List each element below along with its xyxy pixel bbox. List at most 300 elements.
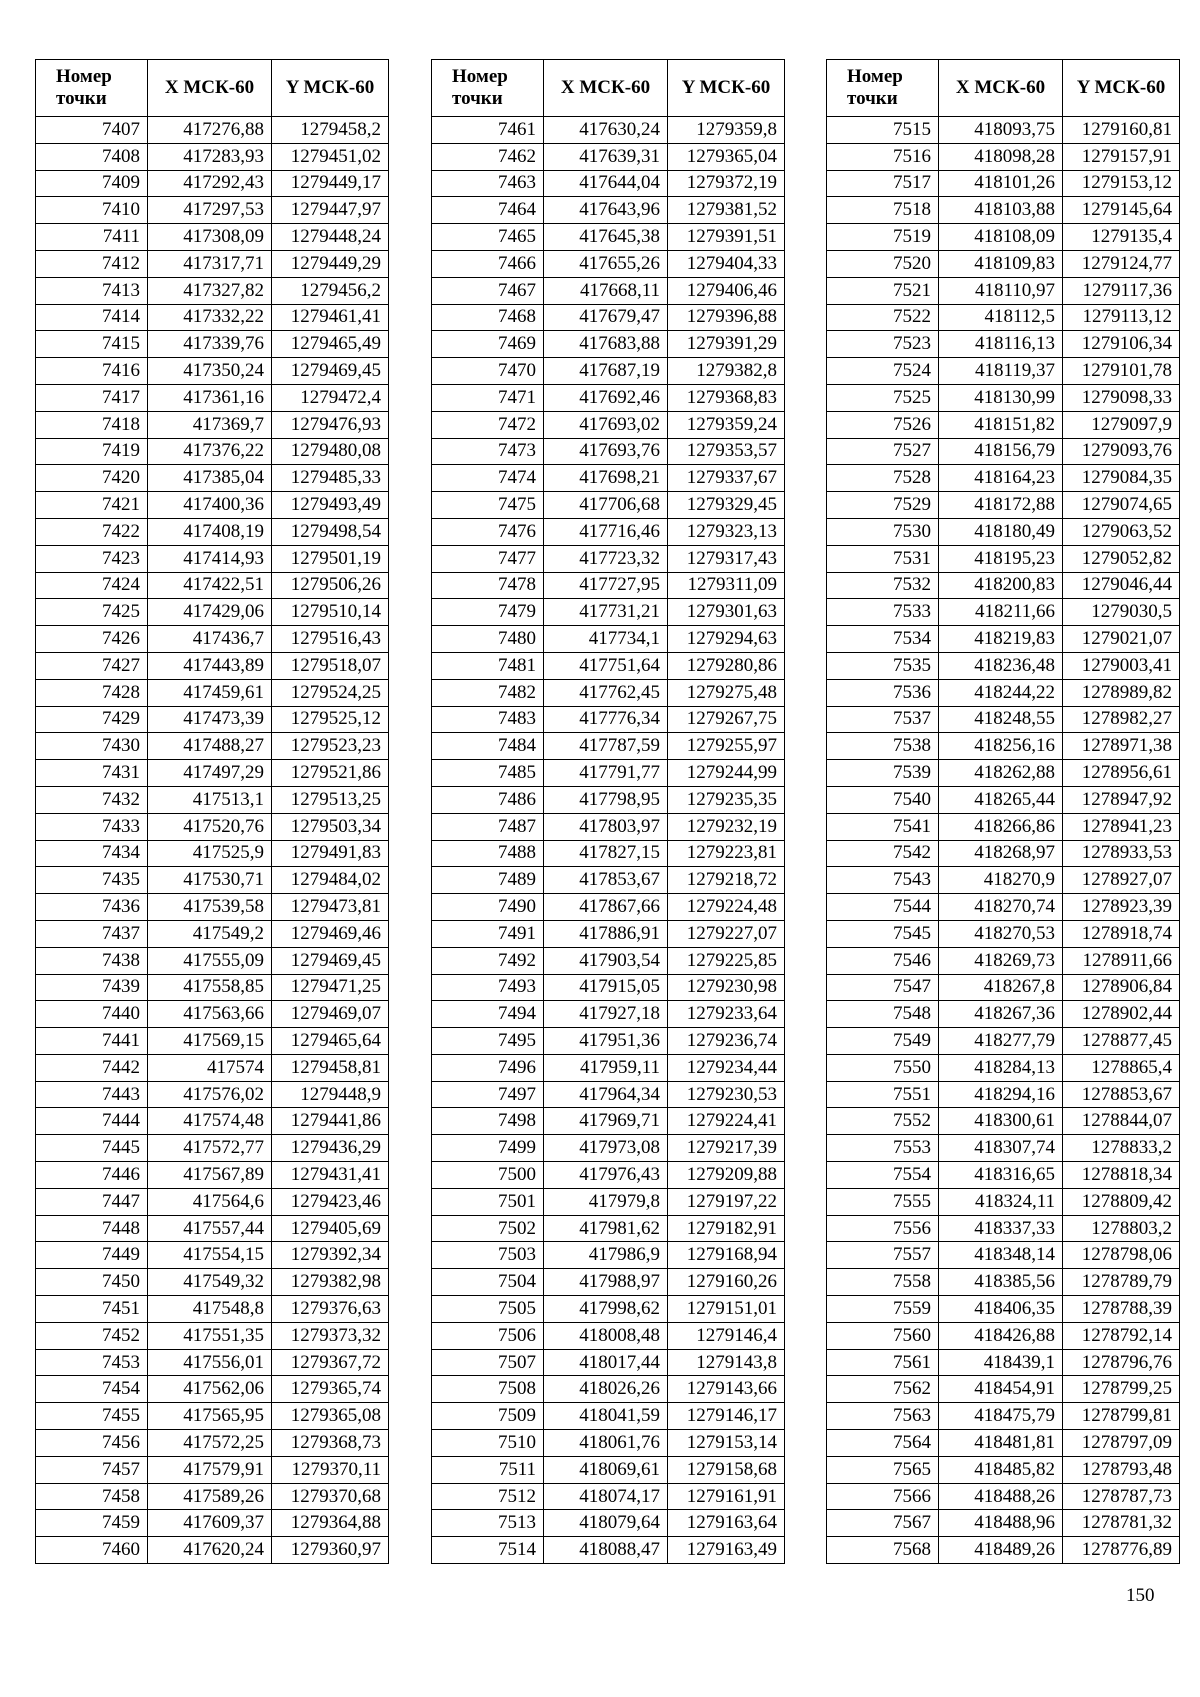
y-coordinate-cell: 1279337,67 bbox=[668, 465, 785, 492]
table-row bbox=[827, 706, 1180, 733]
point-number-cell: 7430 bbox=[36, 733, 148, 760]
y-coordinate-cell: 1279493,49 bbox=[272, 492, 389, 519]
x-coordinate-cell: 417644,04 bbox=[544, 170, 668, 197]
table-row bbox=[827, 1269, 1180, 1296]
y-coordinate-cell: 1278865,4 bbox=[1063, 1054, 1180, 1081]
y-coordinate-cell: 1279449,17 bbox=[272, 170, 389, 197]
x-coordinate-cell: 417369,7 bbox=[148, 411, 272, 438]
point-number-cell: 7495 bbox=[432, 1028, 544, 1055]
x-coordinate-cell: 418088,47 bbox=[544, 1537, 668, 1564]
y-coordinate-cell: 1279373,32 bbox=[272, 1322, 389, 1349]
point-number-cell: 7460 bbox=[36, 1537, 148, 1564]
x-coordinate-cell: 418101,26 bbox=[939, 170, 1063, 197]
point-number-cell: 7559 bbox=[827, 1296, 939, 1323]
x-coordinate-cell: 417986,9 bbox=[544, 1242, 668, 1269]
y-coordinate-cell: 1279359,24 bbox=[668, 411, 785, 438]
y-coordinate-cell: 1279525,12 bbox=[272, 706, 389, 733]
point-number-cell: 7555 bbox=[827, 1188, 939, 1215]
x-coordinate-cell: 418130,99 bbox=[939, 384, 1063, 411]
y-coordinate-cell: 1279448,9 bbox=[272, 1081, 389, 1108]
point-number-cell: 7474 bbox=[432, 465, 544, 492]
y-coordinate-cell: 1278911,66 bbox=[1063, 947, 1180, 974]
table-row bbox=[36, 170, 389, 197]
table-row bbox=[432, 1135, 785, 1162]
x-coordinate-cell: 417853,67 bbox=[544, 867, 668, 894]
point-number-cell: 7540 bbox=[827, 786, 939, 813]
y-coordinate-cell: 1279157,91 bbox=[1063, 143, 1180, 170]
point-number-cell: 7416 bbox=[36, 358, 148, 385]
table-row bbox=[827, 277, 1180, 304]
point-number-cell: 7484 bbox=[432, 733, 544, 760]
y-coordinate-cell: 1279436,29 bbox=[272, 1135, 389, 1162]
point-number-cell: 7429 bbox=[36, 706, 148, 733]
table-row bbox=[827, 974, 1180, 1001]
point-number-cell: 7420 bbox=[36, 465, 148, 492]
point-number-cell: 7551 bbox=[827, 1081, 939, 1108]
x-coordinate-cell: 418270,53 bbox=[939, 920, 1063, 947]
point-number-cell: 7454 bbox=[36, 1376, 148, 1403]
x-coordinate-cell: 417827,15 bbox=[544, 840, 668, 867]
x-coordinate-cell: 418485,82 bbox=[939, 1456, 1063, 1483]
table-row bbox=[432, 1242, 785, 1269]
y-coordinate-cell: 1279365,04 bbox=[668, 143, 785, 170]
point-number-cell: 7489 bbox=[432, 867, 544, 894]
y-coordinate-cell: 1278833,2 bbox=[1063, 1135, 1180, 1162]
y-coordinate-cell: 1279003,41 bbox=[1063, 652, 1180, 679]
y-coordinate-cell: 1279521,86 bbox=[272, 760, 389, 787]
y-coordinate-cell: 1278799,81 bbox=[1063, 1403, 1180, 1430]
table-row bbox=[432, 1081, 785, 1108]
x-coordinate-cell: 418316,65 bbox=[939, 1162, 1063, 1189]
table-row bbox=[432, 1108, 785, 1135]
x-coordinate-cell: 417639,31 bbox=[544, 143, 668, 170]
table-row bbox=[827, 1242, 1180, 1269]
header-x-coordinate: X МСК-60 bbox=[544, 60, 668, 117]
y-coordinate-cell: 1279431,41 bbox=[272, 1162, 389, 1189]
table-row bbox=[36, 867, 389, 894]
x-coordinate-cell: 417803,97 bbox=[544, 813, 668, 840]
y-coordinate-cell: 1279143,66 bbox=[668, 1376, 785, 1403]
point-number-cell: 7533 bbox=[827, 599, 939, 626]
point-number-cell: 7407 bbox=[36, 117, 148, 144]
x-coordinate-cell: 418488,26 bbox=[939, 1483, 1063, 1510]
point-number-cell: 7433 bbox=[36, 813, 148, 840]
x-coordinate-cell: 418008,48 bbox=[544, 1322, 668, 1349]
table-row bbox=[36, 1510, 389, 1537]
header-x-coordinate: X МСК-60 bbox=[939, 60, 1063, 117]
point-number-cell: 7506 bbox=[432, 1322, 544, 1349]
y-coordinate-cell: 1279365,08 bbox=[272, 1403, 389, 1430]
y-coordinate-cell: 1279106,34 bbox=[1063, 331, 1180, 358]
table-row bbox=[827, 331, 1180, 358]
point-number-cell: 7509 bbox=[432, 1403, 544, 1430]
y-coordinate-cell: 1279074,65 bbox=[1063, 492, 1180, 519]
x-coordinate-cell: 418284,13 bbox=[939, 1054, 1063, 1081]
x-coordinate-cell: 417693,02 bbox=[544, 411, 668, 438]
table-row bbox=[36, 1269, 389, 1296]
y-coordinate-cell: 1278789,79 bbox=[1063, 1269, 1180, 1296]
table-row bbox=[827, 947, 1180, 974]
y-coordinate-cell: 1279113,12 bbox=[1063, 304, 1180, 331]
x-coordinate-cell: 417787,59 bbox=[544, 733, 668, 760]
y-coordinate-cell: 1279472,4 bbox=[272, 384, 389, 411]
point-number-cell: 7438 bbox=[36, 947, 148, 974]
x-coordinate-cell: 417969,71 bbox=[544, 1108, 668, 1135]
y-coordinate-cell: 1279372,19 bbox=[668, 170, 785, 197]
y-coordinate-cell: 1279209,88 bbox=[668, 1162, 785, 1189]
point-number-cell: 7469 bbox=[432, 331, 544, 358]
point-number-cell: 7412 bbox=[36, 250, 148, 277]
table-row bbox=[827, 679, 1180, 706]
point-number-cell: 7549 bbox=[827, 1028, 939, 1055]
table-row bbox=[36, 1430, 389, 1457]
point-number-cell: 7545 bbox=[827, 920, 939, 947]
table-row bbox=[36, 384, 389, 411]
table-row bbox=[827, 1188, 1180, 1215]
table-body bbox=[827, 117, 1180, 1564]
point-number-cell: 7414 bbox=[36, 304, 148, 331]
point-number-cell: 7441 bbox=[36, 1028, 148, 1055]
x-coordinate-cell: 418277,79 bbox=[939, 1028, 1063, 1055]
point-number-cell: 7537 bbox=[827, 706, 939, 733]
point-number-cell: 7431 bbox=[36, 760, 148, 787]
table-row bbox=[36, 1162, 389, 1189]
y-coordinate-cell: 1279404,33 bbox=[668, 250, 785, 277]
point-number-cell: 7548 bbox=[827, 1001, 939, 1028]
page-number: 150 bbox=[1126, 1585, 1155, 1606]
point-number-cell: 7471 bbox=[432, 384, 544, 411]
y-coordinate-cell: 1279146,4 bbox=[668, 1322, 785, 1349]
y-coordinate-cell: 1278797,09 bbox=[1063, 1430, 1180, 1457]
point-number-cell: 7467 bbox=[432, 277, 544, 304]
x-coordinate-cell: 417422,51 bbox=[148, 572, 272, 599]
table-row bbox=[432, 894, 785, 921]
table-row bbox=[36, 1054, 389, 1081]
point-number-cell: 7475 bbox=[432, 492, 544, 519]
table-row bbox=[432, 1510, 785, 1537]
x-coordinate-cell: 417668,11 bbox=[544, 277, 668, 304]
x-coordinate-cell: 418151,82 bbox=[939, 411, 1063, 438]
x-coordinate-cell: 417698,21 bbox=[544, 465, 668, 492]
x-coordinate-cell: 417574,48 bbox=[148, 1108, 272, 1135]
x-coordinate-cell: 418385,56 bbox=[939, 1269, 1063, 1296]
table-row bbox=[827, 545, 1180, 572]
x-coordinate-cell: 417572,77 bbox=[148, 1135, 272, 1162]
x-coordinate-cell: 418109,83 bbox=[939, 250, 1063, 277]
y-coordinate-cell: 1279405,69 bbox=[272, 1215, 389, 1242]
table-row bbox=[432, 1322, 785, 1349]
x-coordinate-cell: 417327,82 bbox=[148, 277, 272, 304]
table-row bbox=[36, 813, 389, 840]
y-coordinate-cell: 1279469,45 bbox=[272, 947, 389, 974]
table-row bbox=[827, 117, 1180, 144]
point-number-cell: 7458 bbox=[36, 1483, 148, 1510]
header-point-number: Номер точки bbox=[36, 60, 148, 117]
point-number-cell: 7445 bbox=[36, 1135, 148, 1162]
x-coordinate-cell: 418244,22 bbox=[939, 679, 1063, 706]
x-coordinate-cell: 418294,16 bbox=[939, 1081, 1063, 1108]
point-number-cell: 7450 bbox=[36, 1269, 148, 1296]
y-coordinate-cell: 1279501,19 bbox=[272, 545, 389, 572]
point-number-cell: 7558 bbox=[827, 1269, 939, 1296]
table-row bbox=[827, 438, 1180, 465]
table-row bbox=[36, 197, 389, 224]
x-coordinate-cell: 417569,15 bbox=[148, 1028, 272, 1055]
table-row bbox=[36, 117, 389, 144]
table-row bbox=[432, 411, 785, 438]
x-coordinate-cell: 417555,09 bbox=[148, 947, 272, 974]
y-coordinate-cell: 1279097,9 bbox=[1063, 411, 1180, 438]
x-coordinate-cell: 418093,75 bbox=[939, 117, 1063, 144]
x-coordinate-cell: 417549,2 bbox=[148, 920, 272, 947]
x-coordinate-cell: 417915,05 bbox=[544, 974, 668, 1001]
table-row bbox=[36, 1349, 389, 1376]
point-number-cell: 7426 bbox=[36, 626, 148, 653]
table-row bbox=[432, 1349, 785, 1376]
y-coordinate-cell: 1279230,53 bbox=[668, 1081, 785, 1108]
y-coordinate-cell: 1279161,91 bbox=[668, 1483, 785, 1510]
point-number-cell: 7447 bbox=[36, 1188, 148, 1215]
y-coordinate-cell: 1279084,35 bbox=[1063, 465, 1180, 492]
x-coordinate-cell: 417609,37 bbox=[148, 1510, 272, 1537]
y-coordinate-cell: 1279382,98 bbox=[272, 1269, 389, 1296]
point-number-cell: 7541 bbox=[827, 813, 939, 840]
table-row bbox=[827, 224, 1180, 251]
point-number-cell: 7493 bbox=[432, 974, 544, 1001]
table-row bbox=[432, 1215, 785, 1242]
x-coordinate-cell: 417693,76 bbox=[544, 438, 668, 465]
table-row bbox=[432, 1296, 785, 1323]
y-coordinate-cell: 1279223,81 bbox=[668, 840, 785, 867]
point-number-cell: 7442 bbox=[36, 1054, 148, 1081]
table-row bbox=[36, 920, 389, 947]
x-coordinate-cell: 417981,62 bbox=[544, 1215, 668, 1242]
point-number-cell: 7564 bbox=[827, 1430, 939, 1457]
x-coordinate-cell: 418266,86 bbox=[939, 813, 1063, 840]
x-coordinate-cell: 417751,64 bbox=[544, 652, 668, 679]
table-row bbox=[432, 1001, 785, 1028]
table-row bbox=[827, 250, 1180, 277]
point-number-cell: 7498 bbox=[432, 1108, 544, 1135]
point-number-cell: 7453 bbox=[36, 1349, 148, 1376]
y-coordinate-cell: 1279151,01 bbox=[668, 1296, 785, 1323]
x-coordinate-cell: 417530,71 bbox=[148, 867, 272, 894]
y-coordinate-cell: 1278941,23 bbox=[1063, 813, 1180, 840]
x-coordinate-cell: 417558,85 bbox=[148, 974, 272, 1001]
point-number-cell: 7480 bbox=[432, 626, 544, 653]
y-coordinate-cell: 1279301,63 bbox=[668, 599, 785, 626]
x-coordinate-cell: 417579,91 bbox=[148, 1456, 272, 1483]
point-number-cell: 7500 bbox=[432, 1162, 544, 1189]
x-coordinate-cell: 418103,88 bbox=[939, 197, 1063, 224]
y-coordinate-cell: 1279485,33 bbox=[272, 465, 389, 492]
x-coordinate-cell: 417565,95 bbox=[148, 1403, 272, 1430]
y-coordinate-cell: 1279503,34 bbox=[272, 813, 389, 840]
table-row bbox=[827, 1403, 1180, 1430]
point-number-cell: 7472 bbox=[432, 411, 544, 438]
point-number-cell: 7566 bbox=[827, 1483, 939, 1510]
point-number-cell: 7440 bbox=[36, 1001, 148, 1028]
point-number-cell: 7563 bbox=[827, 1403, 939, 1430]
table-row bbox=[827, 1028, 1180, 1055]
point-number-cell: 7531 bbox=[827, 545, 939, 572]
table-row bbox=[432, 1376, 785, 1403]
x-coordinate-cell: 417548,8 bbox=[148, 1296, 272, 1323]
table-body bbox=[432, 117, 785, 1564]
point-number-cell: 7544 bbox=[827, 894, 939, 921]
point-number-cell: 7501 bbox=[432, 1188, 544, 1215]
table-row bbox=[36, 786, 389, 813]
table-row bbox=[432, 1537, 785, 1564]
table-row bbox=[36, 1001, 389, 1028]
point-number-cell: 7477 bbox=[432, 545, 544, 572]
table-row bbox=[36, 545, 389, 572]
table-row bbox=[827, 1483, 1180, 1510]
y-coordinate-cell: 1279197,22 bbox=[668, 1188, 785, 1215]
table-row bbox=[36, 894, 389, 921]
y-coordinate-cell: 1279232,19 bbox=[668, 813, 785, 840]
point-number-cell: 7487 bbox=[432, 813, 544, 840]
x-coordinate-cell: 418164,23 bbox=[939, 465, 1063, 492]
point-number-cell: 7527 bbox=[827, 438, 939, 465]
y-coordinate-cell: 1278796,76 bbox=[1063, 1349, 1180, 1376]
table-row bbox=[36, 1296, 389, 1323]
point-number-cell: 7519 bbox=[827, 224, 939, 251]
x-coordinate-cell: 418026,26 bbox=[544, 1376, 668, 1403]
y-coordinate-cell: 1279143,8 bbox=[668, 1349, 785, 1376]
point-number-cell: 7511 bbox=[432, 1456, 544, 1483]
y-coordinate-cell: 1279093,76 bbox=[1063, 438, 1180, 465]
y-coordinate-cell: 1279117,36 bbox=[1063, 277, 1180, 304]
table-row bbox=[827, 492, 1180, 519]
x-coordinate-cell: 418119,37 bbox=[939, 358, 1063, 385]
x-coordinate-cell: 417620,24 bbox=[148, 1537, 272, 1564]
table-row bbox=[36, 224, 389, 251]
x-coordinate-cell: 417564,6 bbox=[148, 1188, 272, 1215]
x-coordinate-cell: 417723,32 bbox=[544, 545, 668, 572]
point-number-cell: 7524 bbox=[827, 358, 939, 385]
table-row bbox=[827, 626, 1180, 653]
table-row bbox=[36, 1537, 389, 1564]
table-row bbox=[827, 1001, 1180, 1028]
x-coordinate-cell: 417973,08 bbox=[544, 1135, 668, 1162]
point-number-cell: 7516 bbox=[827, 143, 939, 170]
table-row bbox=[432, 384, 785, 411]
point-number-cell: 7557 bbox=[827, 1242, 939, 1269]
y-coordinate-cell: 1279224,41 bbox=[668, 1108, 785, 1135]
y-coordinate-cell: 1278902,44 bbox=[1063, 1001, 1180, 1028]
point-number-cell: 7434 bbox=[36, 840, 148, 867]
x-coordinate-cell: 418110,97 bbox=[939, 277, 1063, 304]
table-row bbox=[827, 1456, 1180, 1483]
table-row bbox=[827, 1322, 1180, 1349]
table-row bbox=[432, 813, 785, 840]
y-coordinate-cell: 1279046,44 bbox=[1063, 572, 1180, 599]
y-coordinate-cell: 1279160,26 bbox=[668, 1269, 785, 1296]
point-number-cell: 7452 bbox=[36, 1322, 148, 1349]
point-number-cell: 7553 bbox=[827, 1135, 939, 1162]
point-number-cell: 7518 bbox=[827, 197, 939, 224]
x-coordinate-cell: 418337,33 bbox=[939, 1215, 1063, 1242]
y-coordinate-cell: 1279098,33 bbox=[1063, 384, 1180, 411]
x-coordinate-cell: 417572,25 bbox=[148, 1430, 272, 1457]
y-coordinate-cell: 1279217,39 bbox=[668, 1135, 785, 1162]
table-row bbox=[432, 143, 785, 170]
point-number-cell: 7508 bbox=[432, 1376, 544, 1403]
table-row bbox=[36, 760, 389, 787]
y-coordinate-cell: 1278918,74 bbox=[1063, 920, 1180, 947]
x-coordinate-cell: 418268,97 bbox=[939, 840, 1063, 867]
y-coordinate-cell: 1279391,51 bbox=[668, 224, 785, 251]
y-coordinate-cell: 1278809,42 bbox=[1063, 1188, 1180, 1215]
table-row bbox=[36, 947, 389, 974]
x-coordinate-cell: 417429,06 bbox=[148, 599, 272, 626]
x-coordinate-cell: 417979,8 bbox=[544, 1188, 668, 1215]
y-coordinate-cell: 1279145,64 bbox=[1063, 197, 1180, 224]
x-coordinate-cell: 417408,19 bbox=[148, 518, 272, 545]
x-coordinate-cell: 418236,48 bbox=[939, 652, 1063, 679]
x-coordinate-cell: 418481,81 bbox=[939, 1430, 1063, 1457]
x-coordinate-cell: 417414,93 bbox=[148, 545, 272, 572]
x-coordinate-cell: 417964,34 bbox=[544, 1081, 668, 1108]
point-number-cell: 7507 bbox=[432, 1349, 544, 1376]
header-y-coordinate: Y МСК-60 bbox=[272, 60, 389, 117]
y-coordinate-cell: 1279423,46 bbox=[272, 1188, 389, 1215]
header-point-number: Номер точки bbox=[432, 60, 544, 117]
x-coordinate-cell: 418262,88 bbox=[939, 760, 1063, 787]
x-coordinate-cell: 418267,8 bbox=[939, 974, 1063, 1001]
x-coordinate-cell: 417350,24 bbox=[148, 358, 272, 385]
point-number-cell: 7479 bbox=[432, 599, 544, 626]
x-coordinate-cell: 418211,66 bbox=[939, 599, 1063, 626]
table-row bbox=[827, 1296, 1180, 1323]
point-number-cell: 7567 bbox=[827, 1510, 939, 1537]
y-coordinate-cell: 1279449,29 bbox=[272, 250, 389, 277]
y-coordinate-cell: 1278818,34 bbox=[1063, 1162, 1180, 1189]
y-coordinate-cell: 1279484,02 bbox=[272, 867, 389, 894]
y-coordinate-cell: 1278947,92 bbox=[1063, 786, 1180, 813]
table-row bbox=[827, 1510, 1180, 1537]
y-coordinate-cell: 1279469,07 bbox=[272, 1001, 389, 1028]
y-coordinate-cell: 1279461,41 bbox=[272, 304, 389, 331]
table-row bbox=[36, 1135, 389, 1162]
x-coordinate-cell: 418488,96 bbox=[939, 1510, 1063, 1537]
table-row bbox=[432, 1054, 785, 1081]
y-coordinate-cell: 1279456,2 bbox=[272, 277, 389, 304]
point-number-cell: 7526 bbox=[827, 411, 939, 438]
point-number-cell: 7538 bbox=[827, 733, 939, 760]
x-coordinate-cell: 417563,66 bbox=[148, 1001, 272, 1028]
y-coordinate-cell: 1279124,77 bbox=[1063, 250, 1180, 277]
table-row bbox=[36, 652, 389, 679]
y-coordinate-cell: 1279364,88 bbox=[272, 1510, 389, 1537]
table-row bbox=[432, 1456, 785, 1483]
table-row bbox=[827, 1162, 1180, 1189]
point-number-cell: 7499 bbox=[432, 1135, 544, 1162]
y-coordinate-cell: 1279224,48 bbox=[668, 894, 785, 921]
y-coordinate-cell: 1278927,07 bbox=[1063, 867, 1180, 894]
point-number-cell: 7556 bbox=[827, 1215, 939, 1242]
y-coordinate-cell: 1279160,81 bbox=[1063, 117, 1180, 144]
y-coordinate-cell: 1278787,73 bbox=[1063, 1483, 1180, 1510]
y-coordinate-cell: 1278803,2 bbox=[1063, 1215, 1180, 1242]
y-coordinate-cell: 1279506,26 bbox=[272, 572, 389, 599]
y-coordinate-cell: 1278853,67 bbox=[1063, 1081, 1180, 1108]
x-coordinate-cell: 418454,91 bbox=[939, 1376, 1063, 1403]
y-coordinate-cell: 1279275,48 bbox=[668, 679, 785, 706]
point-number-cell: 7520 bbox=[827, 250, 939, 277]
y-coordinate-cell: 1279063,52 bbox=[1063, 518, 1180, 545]
